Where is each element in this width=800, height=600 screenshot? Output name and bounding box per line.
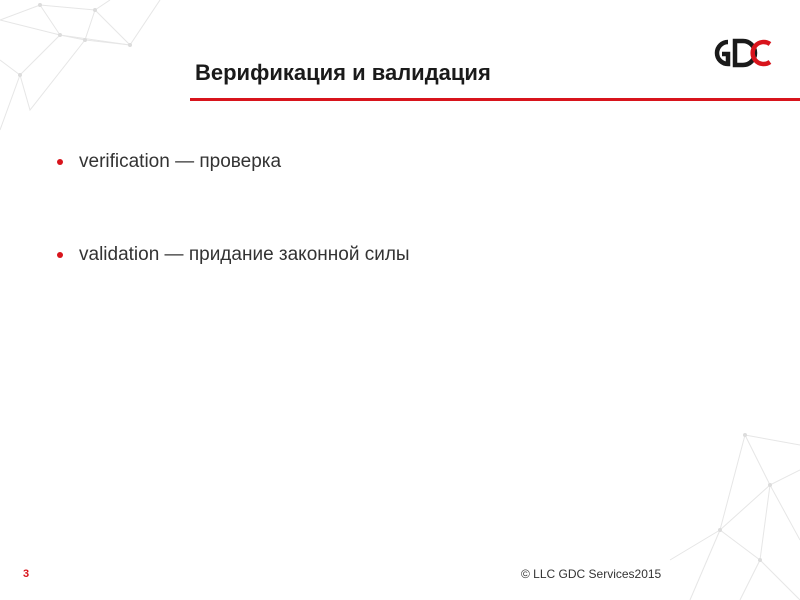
page-number: 3	[23, 568, 30, 580]
bullet-text: verification — проверка	[79, 151, 282, 172]
bullet-item	[55, 241, 410, 269]
gdc-logo	[712, 34, 774, 72]
bullet-dot	[57, 252, 63, 258]
bullet-item	[55, 148, 410, 176]
bullet-list	[55, 148, 410, 269]
copyright-footer: © LLC GDC Services2015	[521, 567, 662, 581]
bullet-text: validation — придание законной силы	[79, 244, 410, 265]
slide-title: Верификация и валидация	[195, 60, 491, 85]
bullet-dot	[57, 159, 63, 165]
title-underline	[190, 98, 800, 101]
